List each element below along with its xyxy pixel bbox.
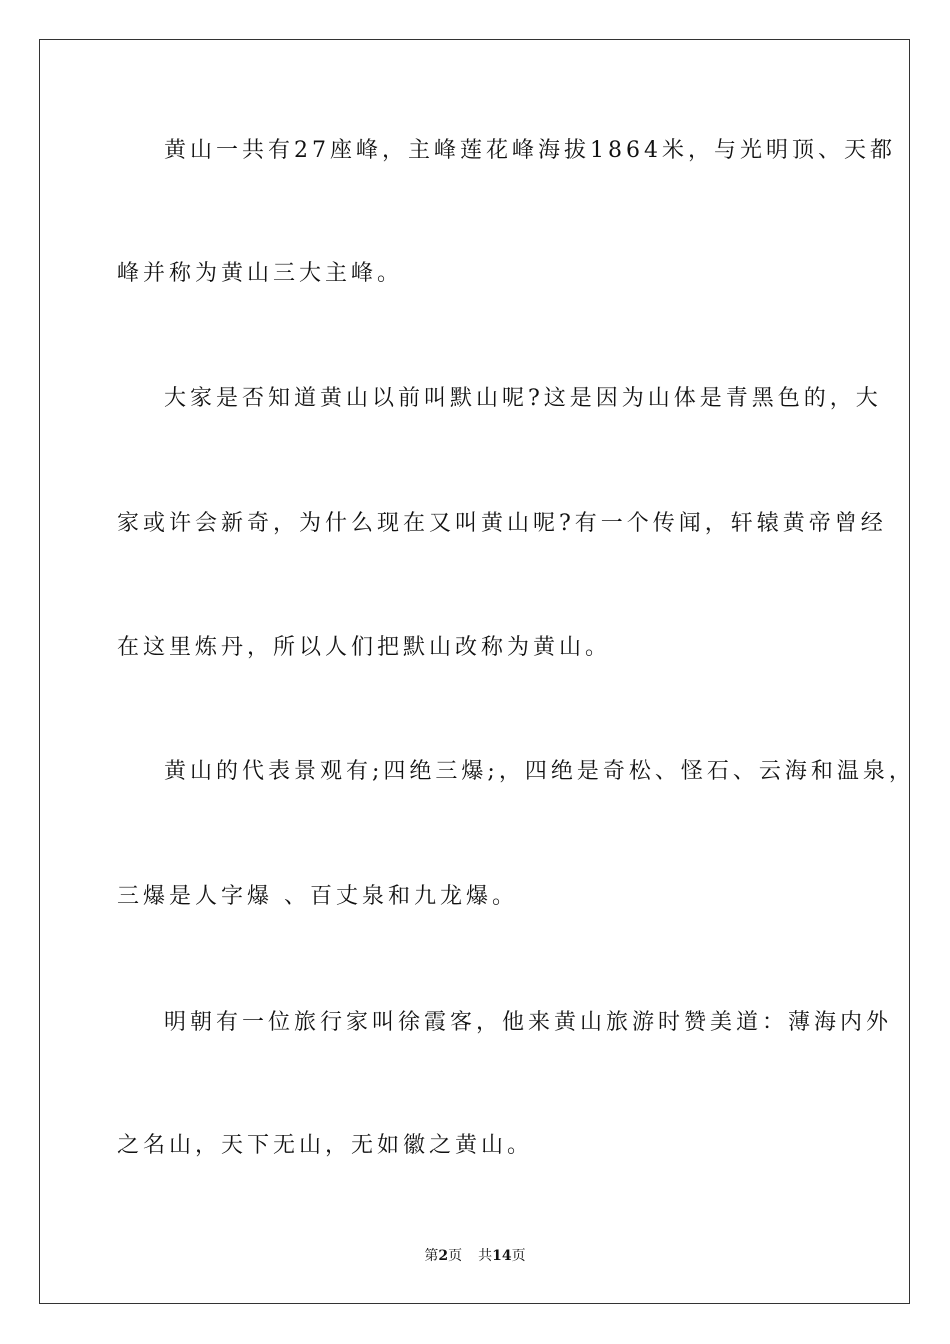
paragraph-3-line-2: 三爆是人字爆 、百丈泉和九龙爆。 — [117, 884, 518, 909]
footer-total-pages: 14 — [492, 1248, 512, 1264]
footer-total-prefix: 共 — [478, 1248, 493, 1264]
paragraph-2-line-1: 大家是否知道黄山以前叫默山呢?这是因为山体是青黑色的，大 — [164, 386, 882, 411]
paragraph-2-line-3: 在这里炼丹，所以人们把默山改称为黄山。 — [117, 635, 612, 660]
paragraph-1-line-1: 黄山一共有27座峰，主峰莲花峰海拔1864米，与光明顶、天都 — [164, 138, 896, 163]
page-border — [39, 39, 915, 1304]
paragraph-2-line-2: 家或许会新奇，为什么现在又叫黄山呢?有一个传闻，轩辕黄帝曾经 — [117, 511, 887, 536]
paragraph-3-line-1: 黄山的代表景观有;四绝三爆;，四绝是奇松、怪石、云海和温泉， — [164, 759, 915, 784]
footer-total-suffix: 页 — [511, 1248, 526, 1264]
footer-page-suffix: 页 — [448, 1248, 463, 1264]
paragraph-4-line-2: 之名山，天下无山，无如徽之黄山。 — [117, 1133, 534, 1158]
paragraph-4-line-1: 明朝有一位旅行家叫徐霞客，他来黄山旅游时赞美道：薄海内外 — [164, 1010, 893, 1035]
page-footer — [0, 1246, 950, 1266]
footer-page-number: 2 — [438, 1248, 449, 1264]
paragraph-1-line-2: 峰并称为黄山三大主峰。 — [117, 261, 404, 286]
footer-page-prefix: 第 — [424, 1248, 439, 1264]
